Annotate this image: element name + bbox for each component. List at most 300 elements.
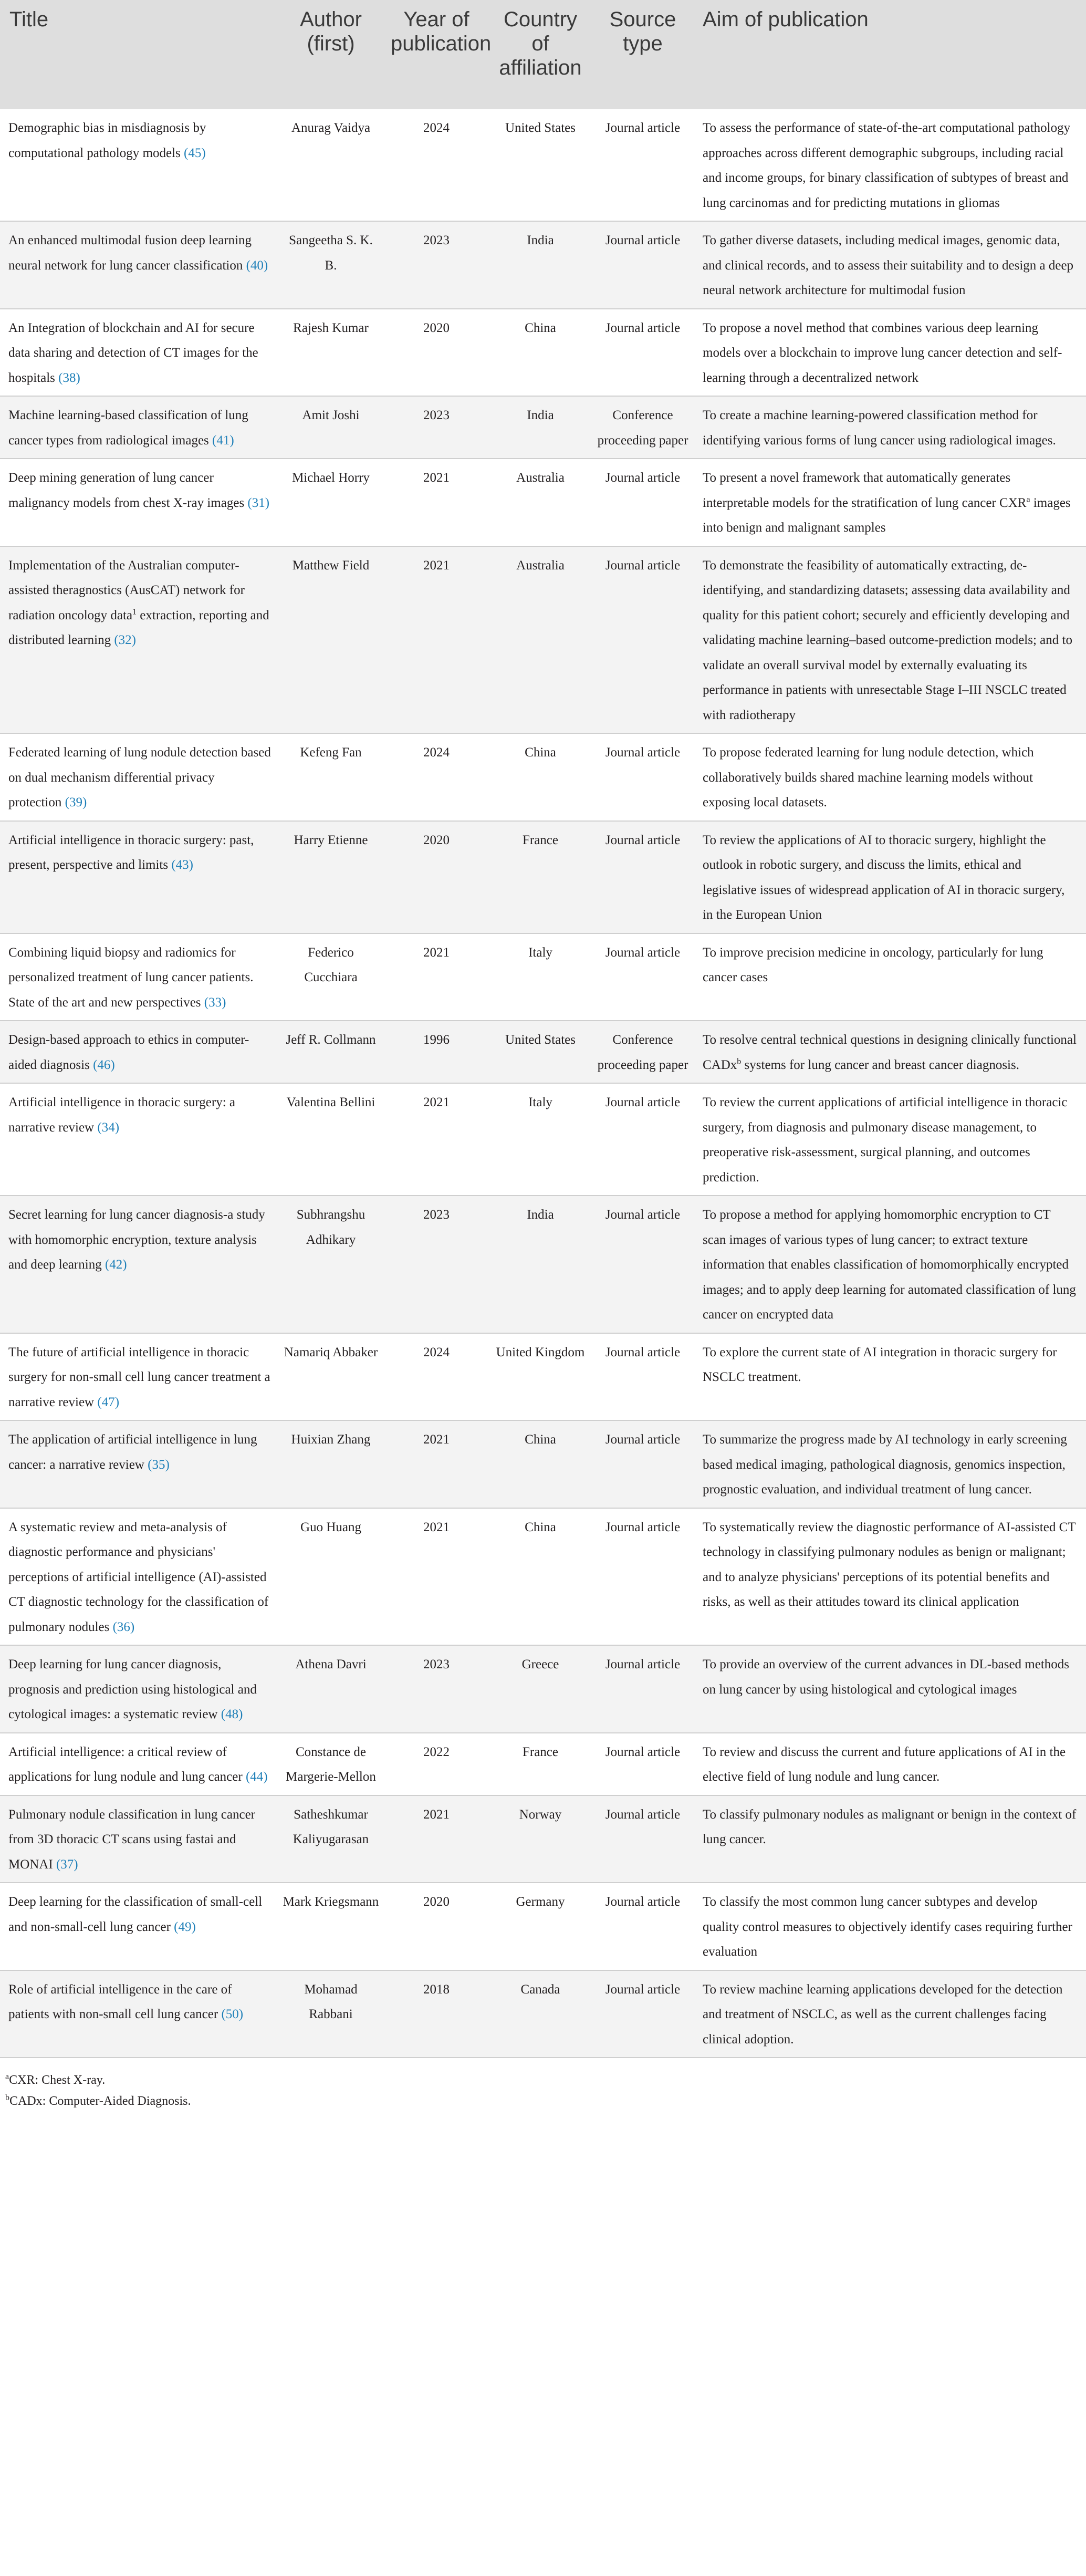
footnote-mark: 1 <box>132 607 137 617</box>
cell-aim <box>693 1733 1086 1795</box>
reference-link[interactable]: (42) <box>105 1258 127 1272</box>
footnote <box>5 2091 1086 2112</box>
cell-source-type <box>592 1333 693 1421</box>
cell-year <box>384 546 488 734</box>
cell-year-text: 2020 <box>423 1895 450 1909</box>
reference-link[interactable]: (41) <box>212 433 234 448</box>
cell-source-type <box>592 1196 693 1333</box>
cell-country-text: China <box>525 320 556 335</box>
cell-author-text: Mark Kriegsmann <box>283 1895 379 1909</box>
cell-author <box>277 221 384 309</box>
cell-country <box>488 221 592 309</box>
reference-link[interactable]: (34) <box>97 1120 120 1135</box>
cell-country-text: Australia <box>516 471 565 485</box>
cell-country <box>488 1883 592 1970</box>
cell-author-text: Huixian Zhang <box>291 1432 371 1447</box>
cell-country-text: Germany <box>516 1895 565 1909</box>
cell-aim <box>693 1970 1086 2058</box>
cell-country <box>488 459 592 546</box>
aim-text: To classify the most common lung cancer subtypes and develop quality control measures to objectively identify cases requiring further evaluation <box>703 1895 1072 1959</box>
cell-country-text: China <box>525 1432 556 1447</box>
cell-title <box>0 733 277 821</box>
reference-number: 48 <box>225 1707 239 1721</box>
title-text: Combining liquid biopsy and radiomics for personalized treatment of lung cancer patients. State of the art and new perspectives <box>8 945 254 1010</box>
cell-year-text: 2024 <box>423 1345 450 1359</box>
cell-country-text: India <box>527 233 554 247</box>
cell-country-text: United States <box>505 1033 576 1047</box>
cell-country <box>488 1733 592 1795</box>
cell-year <box>384 1795 488 1883</box>
cell-source-type <box>592 933 693 1021</box>
cell-country <box>488 396 592 459</box>
aim-text: To demonstrate the feasibility of automatically extracting, de-identifying, and standardizing datasets; assessing data availability and quality for this patient cohort; securely and efficiently developing and validating machine learning–based outcome-prediction models; and to validate an overall survival model by externally evaluating its performance in patients with unresectable Stage I–III NSCLC treated with radiotherapy <box>703 558 1072 722</box>
reference-number: 34 <box>101 1120 115 1135</box>
cell-aim <box>693 1083 1086 1196</box>
cell-aim <box>693 1021 1086 1083</box>
cell-year <box>384 1970 488 2058</box>
title-text: A systematic review and meta-analysis of diagnostic performance and physicians' perceptions of artificial intelligence (AI)-assisted CT diagnostic technology for the classification of pulmonary nodules <box>8 1520 269 1634</box>
reference-link[interactable]: (46) <box>93 1057 115 1072</box>
reference-link[interactable]: (36) <box>112 1619 135 1634</box>
table-row <box>0 1733 1086 1795</box>
aim-text: To summarize the progress made by AI technology in early screening based medical imaging, pathological diagnosis, genomics inspection, prognostic evaluation, and individual treatment of lung cancer. <box>703 1432 1067 1497</box>
cell-title <box>0 396 277 459</box>
reference-number: 50 <box>225 2007 239 2021</box>
reference-number: 39 <box>69 795 82 809</box>
cell-country <box>488 309 592 397</box>
title-text: Machine learning-based classification of lung cancer types from radiological images <box>8 408 248 448</box>
title-text: Artificial intelligence in thoracic surgery: a narrative review <box>8 1095 236 1135</box>
cell-title <box>0 1420 277 1508</box>
cell-author-text: Kefeng Fan <box>300 745 362 760</box>
aim-text: To present a novel framework that automatically generates interpretable models for the stratification of lung cancer CXR <box>703 471 1027 510</box>
cell-aim <box>693 1795 1086 1883</box>
cell-source-type <box>592 221 693 309</box>
cell-author <box>277 1883 384 1970</box>
footnote-mark: b <box>5 2093 9 2102</box>
table-body <box>0 109 1086 2058</box>
cell-year-text: 2021 <box>423 471 450 485</box>
cell-country-text: France <box>522 1744 559 1759</box>
table-header <box>0 0 1086 109</box>
reference-link[interactable]: (35) <box>148 1457 170 1472</box>
cell-source-type <box>592 109 693 221</box>
aim-text: To propose a method for applying homomorphic encryption to CT scan images of various types of lung cancer; to extract texture information that enables classification of homomorphically encrypted images; and to apply deep learning for automated classification of lung cancer on encrypted data <box>703 1208 1076 1322</box>
cell-author-text: Amit Joshi <box>302 408 360 422</box>
reference-number: 41 <box>216 433 230 448</box>
cell-aim <box>693 1333 1086 1421</box>
cell-country <box>488 1333 592 1421</box>
reference-link[interactable]: (32) <box>114 633 136 647</box>
aim-text: To review the current applications of artificial intelligence in thoracic surgery, from diagnosis and pulmonary disease management, to preoperative risk-assessment, surgical planning, and outcomes prediction. <box>703 1095 1068 1185</box>
header-aim: Aim of publication <box>693 0 1086 109</box>
reference-number: 36 <box>117 1619 130 1634</box>
table-row <box>0 1795 1086 1883</box>
header-year: Year of publication <box>384 0 488 109</box>
reference-number: 37 <box>60 1857 74 1872</box>
footnote-text: CXR: Chest X-ray. <box>9 2073 106 2087</box>
title-text: The future of artificial intelligence in thoracic surgery for non-small cell lung cancer treatment a narrative review <box>8 1345 270 1409</box>
reference-link[interactable]: (33) <box>204 995 226 1010</box>
cell-year-text: 1996 <box>423 1033 450 1047</box>
cell-country <box>488 821 592 933</box>
reference-link[interactable]: (49) <box>174 1919 196 1934</box>
cell-year <box>384 733 488 821</box>
cell-author-text: Guo Huang <box>300 1520 361 1534</box>
cell-aim <box>693 1883 1086 1970</box>
title-text: Demographic bias in misdiagnosis by computational pathology models <box>8 121 206 160</box>
cell-source-type-text: Journal article <box>605 1520 681 1534</box>
cell-author <box>277 1795 384 1883</box>
cell-author <box>277 546 384 734</box>
cell-year <box>384 1083 488 1196</box>
table-row <box>0 109 1086 221</box>
reference-link[interactable]: (38) <box>58 370 80 385</box>
cell-country <box>488 733 592 821</box>
cell-aim <box>693 1196 1086 1333</box>
cell-title <box>0 1970 277 2058</box>
aim-text: To systematically review the diagnostic performance of AI-assisted CT technology in classifying pulmonary nodules as benign or malignant; and to analyze physicians' perceptions of its potential benefits and risks, as well as their attitudes toward its clinical application <box>703 1520 1076 1609</box>
cell-source-type-text: Journal article <box>605 1807 681 1822</box>
cell-country-text: China <box>525 745 556 760</box>
reference-number: 38 <box>62 370 76 385</box>
cell-aim <box>693 1508 1086 1646</box>
cell-country <box>488 109 592 221</box>
cell-author <box>277 1733 384 1795</box>
cell-author <box>277 1508 384 1646</box>
cell-aim <box>693 821 1086 933</box>
header-country: Country of affiliation <box>488 0 592 109</box>
reference-link[interactable]: (37) <box>56 1857 78 1872</box>
reference-number: 40 <box>250 258 264 273</box>
title-text: Artificial intelligence: a critical review of applications for lung nodule and lung cancer <box>8 1744 243 1784</box>
title-text: Artificial intelligence in thoracic surgery: past, present, perspective and limits <box>8 833 254 872</box>
table-row <box>0 396 1086 459</box>
cell-title <box>0 821 277 933</box>
title-text: Pulmonary nodule classification in lung cancer from 3D thoracic CT scans using fastai and MONAI <box>8 1807 256 1872</box>
cell-source-type-text: Journal article <box>605 1657 681 1671</box>
cell-source-type-text: Journal article <box>605 945 681 960</box>
cell-country <box>488 1795 592 1883</box>
cell-source-type-text: Journal article <box>605 233 681 247</box>
title-text: Secret learning for lung cancer diagnosis-a study with homomorphic encryption, texture analysis and deep learning <box>8 1208 265 1272</box>
reference-link[interactable]: (45) <box>183 146 206 160</box>
cell-source-type <box>592 396 693 459</box>
footnote-mark: a <box>1026 495 1030 504</box>
cell-year <box>384 1645 488 1733</box>
title-text: Implementation of the Australian computer-assisted theragnostics (AusCAT) network for radiation oncology data <box>8 558 245 622</box>
cell-source-type-text: Journal article <box>605 1895 681 1909</box>
cell-year <box>384 1021 488 1083</box>
cell-title <box>0 459 277 546</box>
cell-source-type <box>592 1883 693 1970</box>
table-row <box>0 1021 1086 1083</box>
table-row <box>0 933 1086 1021</box>
title-text: Deep learning for the classification of small-cell and non-small-cell lung cancer <box>8 1895 263 1934</box>
aim-text: To review the applications of AI to thoracic surgery, highlight the outlook in robotic surgery, and discuss the limits, ethical and legislative issues of widespread application of AI in thoracic surgery, in the European Union <box>703 833 1065 922</box>
cell-country <box>488 546 592 734</box>
cell-year <box>384 396 488 459</box>
header-title: Title <box>0 0 277 109</box>
cell-country <box>488 1645 592 1733</box>
cell-author <box>277 1196 384 1333</box>
cell-author <box>277 1083 384 1196</box>
reference-number: 47 <box>101 1395 115 1409</box>
table-row <box>0 1970 1086 2058</box>
reference-link[interactable]: (44) <box>245 1770 268 1784</box>
table-row <box>0 821 1086 933</box>
title-text: Design-based approach to ethics in computer-aided diagnosis <box>8 1033 249 1072</box>
title-text: The application of artificial intelligence in lung cancer: a narrative review <box>8 1432 257 1472</box>
cell-aim <box>693 221 1086 309</box>
cell-author-text: Rajesh Kumar <box>293 320 369 335</box>
cell-year <box>384 309 488 397</box>
cell-year-text: 2024 <box>423 121 450 135</box>
cell-year-text: 2021 <box>423 945 450 960</box>
cell-source-type-text: Journal article <box>605 745 681 760</box>
table-row <box>0 1508 1086 1646</box>
reference-number: 43 <box>175 858 189 872</box>
cell-country-text: India <box>527 408 554 422</box>
cell-country-text: Australia <box>516 558 565 573</box>
aim-text: To assess the performance of state-of-the-art computational pathology approaches across different demographic subgroups, including racial and income groups, for binary classification of subtypes of breast and lung carcinomas and for predicting mutations in gliomas <box>703 121 1071 210</box>
cell-year-text: 2021 <box>423 1520 450 1534</box>
table-row <box>0 1645 1086 1733</box>
cell-aim <box>693 1420 1086 1508</box>
cell-author <box>277 1970 384 2058</box>
cell-author-text: Constance de Margerie-Mellon <box>286 1744 376 1784</box>
cell-year <box>384 221 488 309</box>
header-author: Author (first) <box>277 0 384 109</box>
cell-source-type-text: Journal article <box>605 471 681 485</box>
aim-text: To review machine learning applications developed for the detection and treatment of NSCLC, as well as the current challenges facing clinical adoption. <box>703 1982 1063 2047</box>
aim-text: To classify pulmonary nodules as malignant or benign in the context of lung cancer. <box>703 1807 1077 1846</box>
cell-title <box>0 1333 277 1421</box>
cell-title <box>0 1645 277 1733</box>
aim-text: To propose a novel method that combines various deep learning models over a blockchain to improve lung cancer detection and self-learning through a decentralized network <box>703 320 1062 385</box>
table-row <box>0 1083 1086 1196</box>
cell-year <box>384 1420 488 1508</box>
reference-link[interactable]: (48) <box>221 1707 243 1721</box>
table-row <box>0 733 1086 821</box>
cell-title <box>0 1883 277 1970</box>
cell-country <box>488 1021 592 1083</box>
cell-source-type <box>592 546 693 734</box>
table-row <box>0 1420 1086 1508</box>
cell-author <box>277 109 384 221</box>
cell-source-type-text: Conference proceeding paper <box>597 408 688 448</box>
reference-link[interactable]: (50) <box>221 2007 244 2021</box>
cell-aim <box>693 309 1086 397</box>
cell-title <box>0 933 277 1021</box>
cell-source-type-text: Journal article <box>605 320 681 335</box>
cell-country <box>488 1083 592 1196</box>
cell-source-type <box>592 1420 693 1508</box>
title-text: Federated learning of lung nodule detection based on dual mechanism differential privacy protection <box>8 745 271 809</box>
footnote-mark: a <box>5 2072 9 2081</box>
cell-country-text: United Kingdom <box>496 1345 585 1359</box>
title-text-cont: extraction, reporting and distributed learning <box>8 608 269 647</box>
cell-country-text: Canada <box>520 1982 560 1997</box>
reference-number: 31 <box>252 495 265 510</box>
cell-author <box>277 1420 384 1508</box>
reference-number: 46 <box>97 1057 111 1072</box>
header-row <box>0 0 1086 109</box>
aim-text: To review and discuss the current and future applications of AI in the elective field of lung nodule and lung cancer. <box>703 1744 1066 1784</box>
cell-title <box>0 1021 277 1083</box>
cell-author-text: Mohamad Rabbani <box>304 1982 358 2021</box>
cell-source-type <box>592 1508 693 1646</box>
table-row <box>0 309 1086 397</box>
cell-source-type-text: Journal article <box>605 1744 681 1759</box>
footnotes <box>0 2070 1086 2112</box>
cell-year-text: 2021 <box>423 1432 450 1447</box>
table-row <box>0 1196 1086 1333</box>
cell-aim <box>693 733 1086 821</box>
cell-title <box>0 1733 277 1795</box>
cell-title <box>0 309 277 397</box>
header-source-type: Source type <box>592 0 693 109</box>
reference-link[interactable]: (40) <box>246 258 268 273</box>
cell-country-text: India <box>527 1208 554 1222</box>
cell-author <box>277 821 384 933</box>
cell-source-type <box>592 1733 693 1795</box>
cell-year-text: 2022 <box>423 1744 450 1759</box>
cell-source-type-text: Journal article <box>605 1345 681 1359</box>
cell-year <box>384 1333 488 1421</box>
cell-author-text: Matthew Field <box>292 558 370 573</box>
cell-year <box>384 933 488 1021</box>
cell-source-type <box>592 309 693 397</box>
reference-link[interactable]: (31) <box>247 495 270 510</box>
cell-year <box>384 1196 488 1333</box>
cell-year <box>384 1733 488 1795</box>
cell-source-type <box>592 1083 693 1196</box>
aim-text: To resolve central technical questions in designing clinically functional CADx <box>703 1033 1077 1072</box>
cell-author-text: Athena Davri <box>295 1657 367 1671</box>
cell-aim <box>693 546 1086 734</box>
cell-source-type <box>592 1970 693 2058</box>
cell-year-text: 2021 <box>423 1095 450 1109</box>
reference-number: 32 <box>118 633 132 647</box>
cell-year-text: 2021 <box>423 1807 450 1822</box>
table-row <box>0 221 1086 309</box>
cell-aim <box>693 459 1086 546</box>
cell-year-text: 2024 <box>423 745 450 760</box>
title-text: Deep mining generation of lung cancer malignancy models from chest X-ray images <box>8 471 245 510</box>
cell-source-type-text: Journal article <box>605 833 681 847</box>
cell-author <box>277 733 384 821</box>
cell-year-text: 2023 <box>423 233 450 247</box>
aim-text-cont: systems for lung cancer and breast cancer diagnosis. <box>741 1057 1019 1072</box>
cell-author-text: Michael Horry <box>292 471 370 485</box>
cell-aim <box>693 1645 1086 1733</box>
cell-author <box>277 1645 384 1733</box>
reference-link[interactable]: (39) <box>65 795 87 809</box>
cell-source-type-text: Journal article <box>605 1982 681 1997</box>
cell-source-type-text: Journal article <box>605 1432 681 1447</box>
cell-author-text: Anurag Vaidya <box>291 121 371 135</box>
reference-link[interactable]: (47) <box>97 1395 120 1409</box>
cell-source-type <box>592 1795 693 1883</box>
cell-title <box>0 1795 277 1883</box>
cell-source-type <box>592 1021 693 1083</box>
footnote-text: CADx: Computer-Aided Diagnosis. <box>9 2094 191 2108</box>
aim-text: To provide an overview of the current advances in DL-based methods on lung cancer by using histological and cytological images <box>703 1657 1070 1697</box>
cell-author-text: Jeff R. Collmann <box>286 1033 376 1047</box>
reference-link[interactable]: (43) <box>171 858 193 872</box>
cell-year-text: 2018 <box>423 1982 450 1997</box>
cell-author-text: Valentina Bellini <box>286 1095 375 1109</box>
cell-author <box>277 396 384 459</box>
cell-author <box>277 309 384 397</box>
cell-year <box>384 1508 488 1646</box>
aim-text: To improve precision medicine in oncology, particularly for lung cancer cases <box>703 945 1043 984</box>
footnote-mark: b <box>737 1057 742 1066</box>
table-row <box>0 1333 1086 1421</box>
cell-country-text: United States <box>505 121 576 135</box>
cell-author-text: Namariq Abbaker <box>284 1345 378 1359</box>
cell-source-type-text: Journal article <box>605 558 681 573</box>
reference-number: 45 <box>188 146 202 160</box>
cell-source-type-text: Conference proceeding paper <box>597 1033 688 1072</box>
cell-author-text: Sangeetha S. K. B. <box>289 233 373 273</box>
cell-author-text: Harry Etienne <box>294 833 368 847</box>
reference-number: 33 <box>208 995 222 1010</box>
cell-source-type-text: Journal article <box>605 121 681 135</box>
cell-source-type <box>592 821 693 933</box>
cell-title <box>0 1508 277 1646</box>
cell-country-text: Norway <box>519 1807 562 1822</box>
aim-text: To gather diverse datasets, including medical images, genomic data, and clinical records, and to assess their suitability and to design a deep neural network architecture for multimodal fusion <box>703 233 1074 297</box>
aim-text-cont: images into benign and malignant samples <box>703 495 1071 535</box>
cell-title <box>0 109 277 221</box>
cell-source-type-text: Journal article <box>605 1208 681 1222</box>
cell-country <box>488 1970 592 2058</box>
cell-year-text: 2021 <box>423 558 450 573</box>
cell-year-text: 2023 <box>423 1657 450 1671</box>
cell-author <box>277 459 384 546</box>
reference-number: 35 <box>152 1457 165 1472</box>
aim-text: To explore the current state of AI integration in thoracic surgery for NSCLC treatment. <box>703 1345 1057 1384</box>
title-text: Deep learning for lung cancer diagnosis, prognosis and prediction using histological and cytological images: a systematic review <box>8 1657 257 1721</box>
cell-country-text: Italy <box>528 1095 552 1109</box>
cell-country <box>488 1508 592 1646</box>
cell-aim <box>693 396 1086 459</box>
cell-year-text: 2020 <box>423 320 450 335</box>
footnote <box>5 2070 1086 2091</box>
cell-title <box>0 1196 277 1333</box>
cell-country <box>488 1196 592 1333</box>
table-row <box>0 546 1086 734</box>
aim-text: To create a machine learning-powered classification method for identifying various forms of lung cancer using radiological images. <box>703 408 1056 448</box>
cell-country-text: Greece <box>521 1657 559 1671</box>
cell-year <box>384 109 488 221</box>
cell-author-text: Satheshkumar Kaliyugarasan <box>293 1807 369 1846</box>
title-text: Role of artificial intelligence in the care of patients with non-small cell lung cancer <box>8 1982 232 2021</box>
aim-text: To propose federated learning for lung nodule detection, which collaboratively builds shared machine learning models without exposing local datasets. <box>703 745 1034 809</box>
cell-country <box>488 933 592 1021</box>
cell-source-type <box>592 459 693 546</box>
cell-year <box>384 821 488 933</box>
cell-author-text: Subhrangshu Adhikary <box>296 1208 366 1247</box>
cell-country-text: France <box>522 833 559 847</box>
reference-number: 49 <box>178 1919 192 1934</box>
cell-author <box>277 933 384 1021</box>
reference-number: 42 <box>109 1258 123 1272</box>
cell-country-text: China <box>525 1520 556 1534</box>
cell-country <box>488 1420 592 1508</box>
